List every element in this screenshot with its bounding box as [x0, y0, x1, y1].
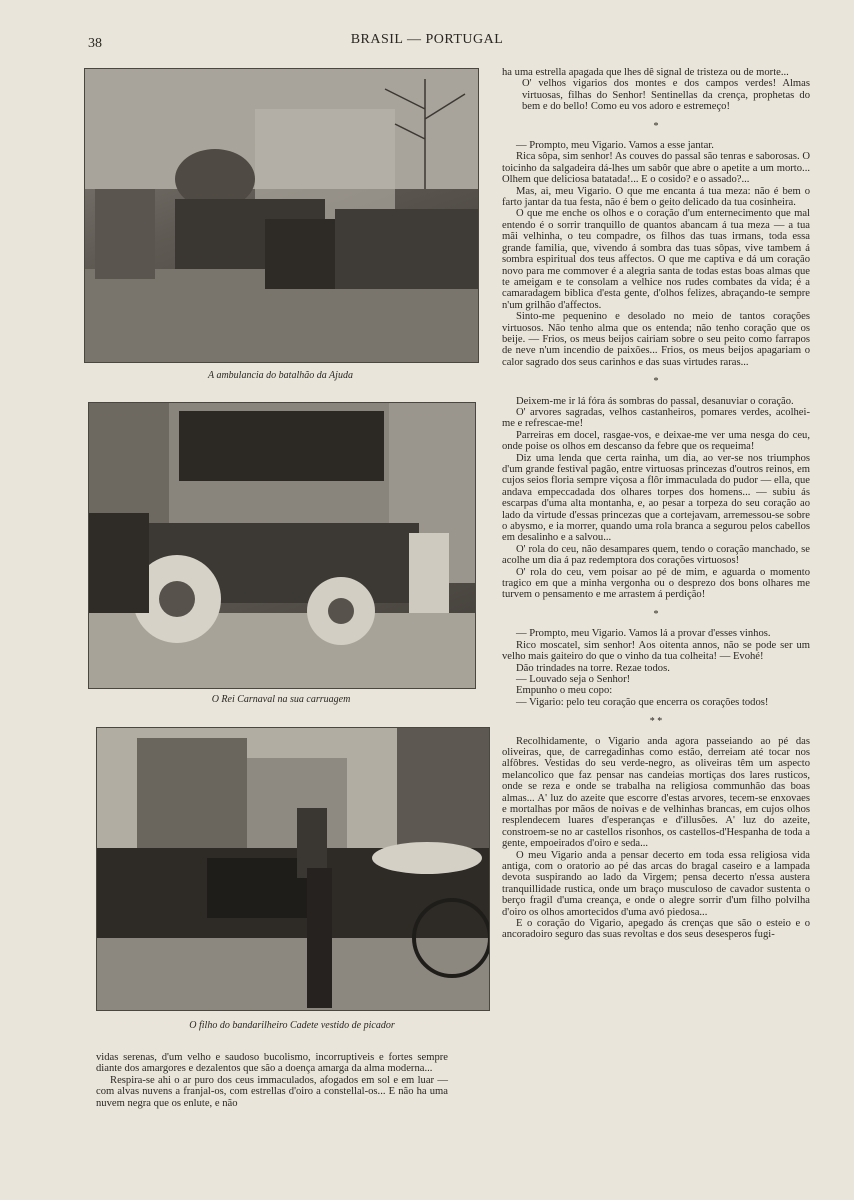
paragraph: E o coração do Vigario, apegado ás crenças que são o esteio e o ancoradoiro seguro das suas revoltas e dos seus desesperos fugi-	[502, 918, 810, 941]
paragraph: O' rola do ceu, vem poisar ao pé de mim, e aguarda o momento tragico em que a minha vergonha ou o desprezo dos bons olhares me turvem o pensamento e me arrastem á perdição!	[502, 566, 810, 601]
caption-photo-1: A ambulancia do batalhão da Ajuda	[208, 370, 353, 381]
paragraph: O meu Vigario anda a pensar decerto em toda essa religiosa vida antiga, com o oratorio ao pé das arcas do bragal caseiro e a lampada devota suspirando ao lado da Virgem; pensa decerto n'essa austera tranquillidade rustica, onde um braço musculoso de cavador sustenta o berço fragil d'uma creança, e onde o alegre sorrir d'um filho polvilha d'oiro os olhos amortecidos d'uma avó piedosa...	[502, 849, 810, 918]
paragraph: — Prompto, meu Vigario. Vamos lá a provar d'esses vinhos.	[516, 628, 771, 640]
section-separator: *	[653, 608, 659, 620]
paragraph: Empunho o meu copo:	[516, 685, 613, 697]
paragraph: — Louvado seja o Senhor!	[516, 673, 631, 685]
paragraph: Dão trindades na torre. Rezae todos.	[516, 662, 670, 674]
caption-photo-2: O Rei Carnaval na sua carruagem	[211, 694, 351, 705]
paragraph: Rico moscatel, sim senhor! Aos oitenta annos, não se pode ser um velho mais gaiteiro do que o vinho da tua colheita! — Evohé!	[502, 639, 810, 663]
photo-ambulance	[84, 68, 479, 363]
section-separator: *	[653, 376, 659, 388]
paragraph: Respira-se ahi o ar puro dos ceus immaculados, afogados em sol e em luar — com alvas nuvens a franjal-os, com estrellas d'oiro a constellal-os... E não ha uma nuvem negra que os enlute, e não	[96, 1074, 448, 1109]
paragraph: vidas serenas, d'um velho e saudoso bucolismo, incorruptiveis e fortes sempre diante dos amargores e dezalentos que são a doença amarga da alma moderna...	[96, 1052, 448, 1075]
section-separator: * *	[649, 716, 663, 728]
paragraph: Diz uma lenda que certa rainha, um dia, ao ver-se nos triumphos d'um grande festival pagão, entre virtuosas princezas d'outros reinos, em cujos seios floria sempre viçosa a flôr immaculada do pudor — ella, que andava empeccadada dos olhares torpes dos homens... — subiu ás escarpas d'uma alta montanha, e, ao pesar a torpeza do seu coração ao lado da virtude d'essas princezas que a cortejavam, arremessou-se sobre o abysmo, e ia morrer, quando uma rola branca a segurou pelos cabellos em desalinho e a salvou...	[502, 452, 810, 544]
paragraph: O' rola do ceu, não desampares quem, tendo o coração manchado, se acolhe um dia á paz redemptora dos corações virtuosos!	[502, 543, 810, 567]
paragraph: Sinto-me pequenino e desolado no meio de tantos corações virtuosos. Não tenho alma que os entenda; não tenho coração que os beije. — Frios, os meus beijos cairiam sobre o seu peito como farrapos de neve n'um incendio de paixões... Frios, os meus beijos apagariam o calor sagrado dos seus carinhos e das suas virtudes raras...	[502, 311, 810, 368]
paragraph: ha uma estrella apagada que lhes dê signal de tristeza ou de morte...	[502, 67, 789, 78]
running-title: BRASIL — PORTUGAL	[350, 32, 504, 47]
photo-carnival-king	[88, 402, 476, 689]
caption-photo-3: O filho do bandarilheiro Cadete vestido de picador	[189, 1020, 395, 1031]
paragraph: O' velhos vigarios dos montes e dos campos verdes! Almas virtuosas, filhas do Senhor! Sentinellas da crença, prophetas do bem e do bello! Como eu vos adoro e estremeço!	[522, 78, 810, 113]
paragraph: O que me enche os olhos e o coração d'um enternecimento que mal entendo é o sorrir tranquillo de quantos abancam á tua meza — a tua mãi velhinha, o teu compadre, os filhos das tuas irmans, toda essa grande familia, que, vivendo á sombra das tuas sôpas, vive tambem á sombra espiritual dos teus affectos. O que me captiva e dá um coração novo para me commover é a alegria santa de todas estas boas almas que te ameigam e te consolam a velhice nos rudes combates da vida; é a camaradagem biblica d'esta gente, d'olhos felizes, abraçando-te sempre n'um grilhão d'affectos.	[502, 208, 810, 311]
page-number: 38	[88, 36, 102, 51]
left-column-text	[96, 1052, 448, 1109]
paragraph: O' arvores sagradas, velhos castanheiros, pomares verdes, acolhei-me e refrescae-me!	[502, 406, 810, 430]
paragraph: — Vigario: pelo teu coração que encerra os corações todos!	[516, 696, 769, 708]
paragraph: Rica sôpa, sim senhor! As couves do passal são tenras e saborosas. O toicinho da salgadeira dá-lhes um sabôr que abre o apetite a um morto... Olhem que deliciosa batatada!... E o cosido? e o assado?...	[502, 151, 810, 186]
photo-picador	[96, 727, 490, 1011]
paragraph: — Prompto, meu Vigario. Vamos a esse jantar.	[516, 140, 714, 152]
paragraph: Mas, ai, meu Vigario. O que me encanta á tua meza: não é bem o farto jantar da tua festa, não é bem o geito delicado da tua cosinheira.	[502, 185, 810, 209]
paragraph: Deixem-me ir lá fóra ás sombras do passal, desanuviar o coração.	[516, 395, 794, 407]
section-separator: *	[653, 120, 659, 132]
paragraph: Recolhidamente, o Vigario anda agora passeiando ao pé das oliveiras, que, de carregadinhas como estão, derreiam até tocar nos alfôbres. Vestidas do seu verde-negro, as oliveiras têm um aspecto melancolico que faz pensar nas candeias mortiças dos lares rusticos, onde se reza e onde se trabalha na religiosa communhão das boas almas... A' luz do azeite que escorre d'estas arvores, tecem-se enxovaes e mortalhas por mãos de noivas e de velhinhas brancas, em cujos olhos resplendecem luares d'esperanças e d'illusões. A' luz do azeite, constroem-se no ar castellos risonhos, os castellos-d'Hespanha de toda a gente, empoeirados d'oiro e seda...	[502, 735, 810, 850]
paragraph: Parreiras em docel, rasgae-vos, e deixae-me ver uma nesga do ceu, onde poise os olhos em descanso da febre que os requeima!	[502, 429, 810, 453]
right-column-text	[502, 67, 810, 941]
